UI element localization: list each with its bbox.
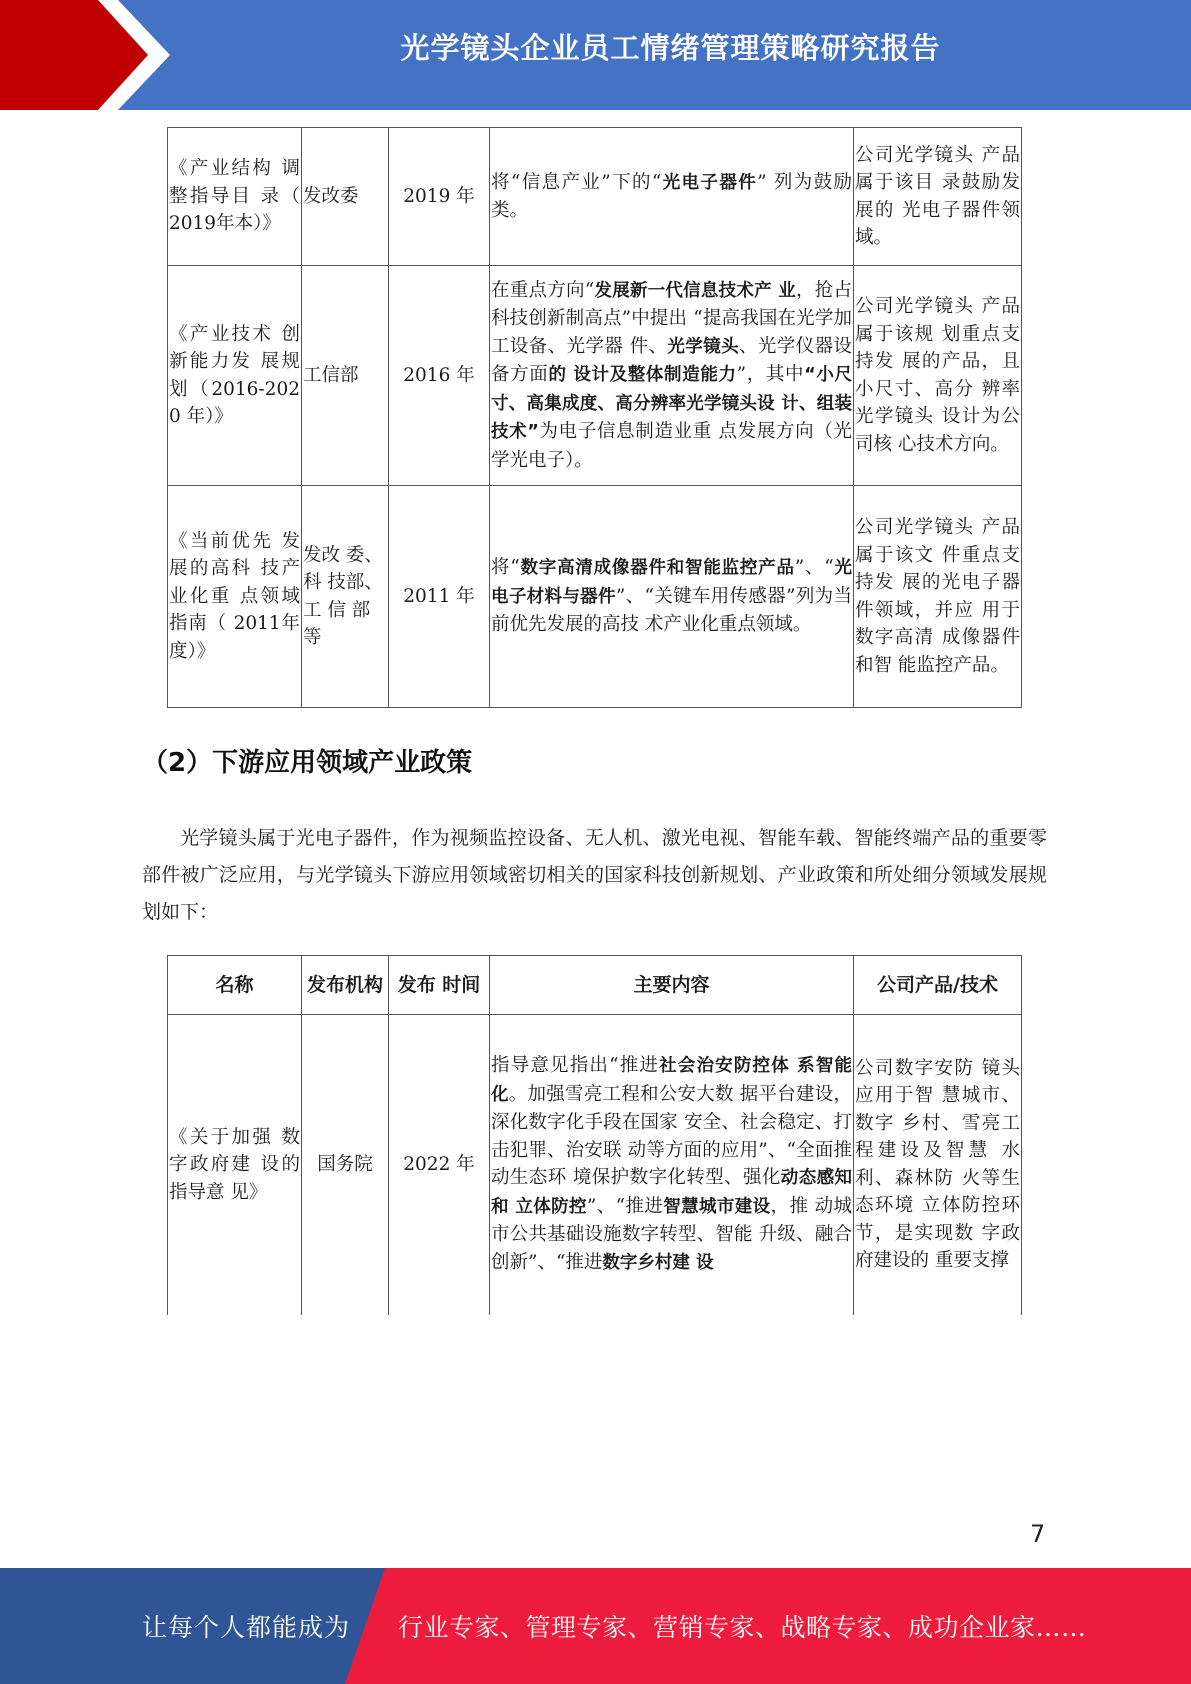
emphasis-text: 数字高清成像器件和智能监控产品 <box>519 558 795 579</box>
page-footer <box>0 1568 1191 1684</box>
page-header <box>0 0 1191 110</box>
table-header-row <box>168 956 1022 1015</box>
emphasis-text: 光学镜头 <box>667 336 739 357</box>
policy-name-cell: 《产业技术 创新能力发 展规划（2016-2020 年）》 <box>168 266 302 486</box>
header-red-arrow-decoration <box>0 0 170 110</box>
product-cell: 公司光学镜头 产品属于该规 划重点支持发 展的产品，且 小尺寸、高分 辨率光学镜头 设计为公司核 心技术方向。 <box>854 266 1022 486</box>
emphasis-text: 数字乡村建 设 <box>602 1252 714 1273</box>
product-cell: 公司数字安防 镜头应用于智 慧城市、数字 乡村、雪亮工 程建设及智慧 水利、森林防 火等生态环境 立体防控环 节，是实现数 字政府建设的 重要支撑 <box>854 1015 1022 1315</box>
column-header-product: 公司产品/技术 <box>854 956 1022 1015</box>
content-cell: 在重点方向“发展新一代信息技术产 业，抢占科技创新制高点”中提出 “提高我国在光学加工设备、光学器 件、光学镜头、光学仪器设备方面的 设计及整体制造能力”，其中“小尺 寸、高集成度、高分辨率光学镜头设 计、组装技术”为电子信息制造业重 点发展方向（光学光电子）。 <box>490 266 854 486</box>
emphasis-text: 社会治安防控体 系智能化 <box>491 1056 852 1105</box>
policy-name-cell: 《产业结构 调整指导目 录（ 2019年本）》 <box>168 128 302 266</box>
table-row <box>168 128 1022 266</box>
policy-table-upstream <box>167 127 1022 708</box>
page-number: 7 <box>1030 1520 1046 1548</box>
year-cell: 2016 年 <box>389 266 490 486</box>
year-cell: 2019 年 <box>389 128 490 266</box>
policy-name-cell: 《当前优先 发展的高科 技产业化重 点领域指南（ 2011年度）》 <box>168 486 302 708</box>
column-header-time: 发布 时间 <box>389 956 490 1015</box>
report-title: 光学镜头企业员工情绪管理策略研究报告 <box>400 31 941 65</box>
emphasis-text: 动态感知和 立体防控 <box>491 1168 852 1217</box>
table-row <box>168 266 1022 486</box>
emphasis-text: 智慧城市建设 <box>663 1196 771 1217</box>
section-heading: （2）下游应用领域产业政策 <box>142 748 473 778</box>
column-header-name: 名称 <box>168 956 302 1015</box>
body-paragraph: 光学镜头属于光电子器件，作为视频监控设备、无人机、激光电视、智能车载、智能终端产品的重要零部件被广泛应用，与光学镜头下游应用领域密切相关的国家科技创新规划、产业政策和所处细分领域发展规划如下： <box>142 827 1047 923</box>
product-cell: 公司光学镜头 产品属于该文 件重点支持发 展的光电子器 件领域，并应 用于数字高清 成像器件和智 能监控产品。 <box>854 486 1022 708</box>
year-cell: 2011 年 <box>389 486 490 708</box>
emphasis-text: 光电子器件 <box>661 172 758 193</box>
emphasis-text: “小尺 寸、高集成度、高分辨率光学镜头设 计、组装技术” <box>491 365 852 443</box>
emphasis-text: 发展新一代信息技术产 业 <box>594 280 796 301</box>
content-cell: 将“信息产业”下的“光电子器件” 列为鼓励类。 <box>490 128 854 266</box>
column-header-org: 发布机构 <box>302 956 389 1015</box>
emphasis-text: 光电子材料与器件 <box>491 558 853 607</box>
table-row <box>168 1015 1022 1315</box>
emphasis-text: 的 设计及整体制造能力 <box>548 365 737 386</box>
column-header-content: 主要内容 <box>490 956 854 1015</box>
issuer-cell: 国务院 <box>302 1015 389 1315</box>
footer-slogan-left: 让每个人都能成为 <box>142 1613 351 1642</box>
issuer-cell: 发改 委、科 技部、工 信 部等 <box>302 486 389 708</box>
table-row <box>168 486 1022 708</box>
content-cell: 将“数字高清成像器件和智能监控产品”、“光电子材料与器件”、“关键车用传感器”列为当前优先发展的高技 术产业化重点领域。 <box>490 486 854 708</box>
policy-table-downstream <box>167 955 1022 1315</box>
footer-slogan-right: 行业专家、管理专家、营销专家、战略专家、成功企业家…… <box>398 1613 1087 1642</box>
product-cell: 公司光学镜头 产品属于该目 录鼓励发展的 光电子器件领 域。 <box>854 128 1022 266</box>
issuer-cell: 发改委 <box>302 128 389 266</box>
issuer-cell: 工信部 <box>302 266 389 486</box>
content-cell: 指导意见指出“推进社会治安防控体 系智能化。加强雪亮工程和公安大数 据平台建设，深化数字化手段在国家 安全、社会稳定、打击犯罪、治安联 动等方面的应用”、“全面推动生态环 境保护数字化转型、强化动态感知和 立体防控”、“推进智慧城市建设，推 动城市公共基础设施数字转型、智能 升级、融合创新”、“推进数字乡村建 设 <box>490 1015 854 1315</box>
year-cell: 2022 年 <box>389 1015 490 1315</box>
policy-name-cell: 《关于加强 数字政府建 设的指导意 见》 <box>168 1015 302 1315</box>
